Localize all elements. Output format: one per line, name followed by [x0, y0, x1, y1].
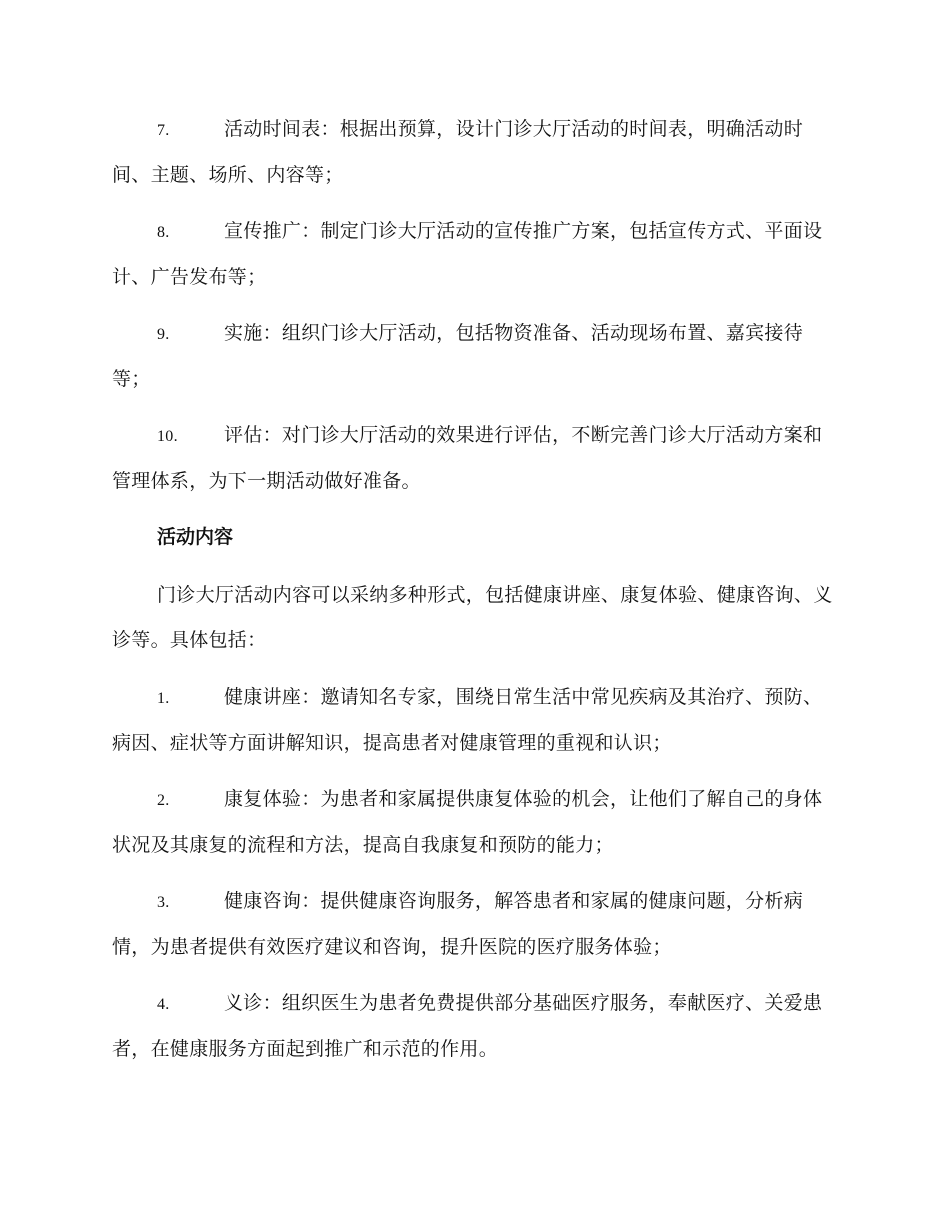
step-item-8 — [112, 209, 834, 300]
content-item-3 — [112, 879, 834, 970]
step-item-7 — [112, 107, 834, 198]
list-number: 4. — [157, 996, 170, 1013]
step-item-9 — [112, 311, 834, 402]
list-item-text: 活动时间表：根据出预算，设计门诊大厅活动的时间表，明确活动时间、主题、场所、内容等； — [112, 118, 804, 186]
list-number: 2. — [157, 792, 170, 809]
content-item-4 — [112, 981, 834, 1072]
list-item-text: 实施：组织门诊大厅活动，包括物资准备、活动现场布置、嘉宾接待等； — [112, 322, 804, 390]
list-item-text: 宣传推广：制定门诊大厅活动的宣传推广方案，包括宣传方式、平面设计、广告发布等； — [112, 220, 823, 288]
content-item-1 — [112, 675, 834, 766]
list-number: 8. — [157, 224, 170, 241]
content-item-2 — [112, 777, 834, 868]
list-item-text: 康复体验：为患者和家属提供康复体验的机会，让他们了解自己的身体状况及其康复的流程和方法，提高自我康复和预防的能力； — [112, 788, 823, 856]
list-item-text: 义诊：组织医生为患者免费提供部分基础医疗服务，奉献医疗、关爱患者，在健康服务方面起到推广和示范的作用。 — [112, 992, 823, 1060]
list-number: 3. — [157, 894, 170, 911]
section-heading: 活动内容 — [157, 526, 234, 548]
list-item-text: 健康讲座：邀请知名专家，围绕日常生活中常见疾病及其治疗、预防、病因、症状等方面讲解知识，提高患者对健康管理的重视和认识； — [112, 686, 823, 754]
list-number: 9. — [157, 326, 170, 343]
list-item-text: 评估：对门诊大厅活动的效果进行评估，不断完善门诊大厅活动方案和管理体系，为下一期活动做好准备。 — [112, 424, 823, 492]
list-number: 1. — [157, 690, 170, 707]
list-number: 7. — [157, 122, 170, 139]
section-intro: 门诊大厅活动内容可以采纳多种形式，包括健康讲座、康复体验、健康咨询、义诊等。具体包括： — [112, 584, 833, 651]
step-item-10 — [112, 413, 834, 504]
list-item-text: 健康咨询：提供健康咨询服务，解答患者和家属的健康问题，分析病情，为患者提供有效医疗建议和咨询，提升医院的医疗服务体验； — [112, 890, 804, 958]
list-number: 10. — [157, 428, 178, 445]
